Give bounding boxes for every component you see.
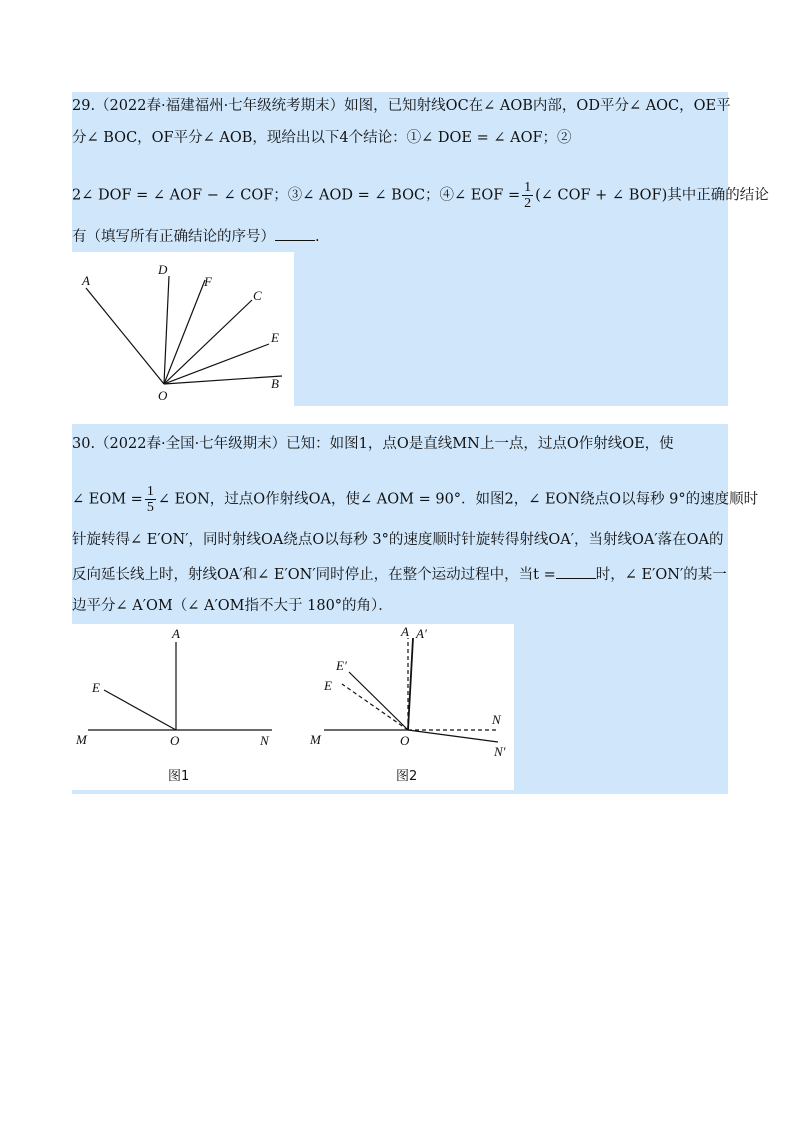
fig2-caption: 图2 [396,769,418,784]
q30-frac-num: 1 [146,484,154,499]
label-b: B [271,376,279,391]
q30-line-1: 30.（2022春·全国·七年级期末）已知：如图1，点O是直线MN上一点，过点O作射线OE，使 [72,436,674,452]
q30-figures-svg [72,624,514,790]
fig1-label-n: N [260,733,269,748]
q30-line-3: 针旋转得∠ E′ON′，同时射线OA绕点O以每秒 3°的速度顺时针旋转得射线OA′，当射线OA′落在OA的 [72,532,724,548]
ray-of [164,280,205,384]
q30-fraction [145,484,156,515]
label-f: F [204,274,212,289]
q30-line-4-b: 时，∠ E′ON′的某一 [595,567,727,583]
q29-line-4-end: . [315,229,320,245]
q29-frac-num: 1 [524,180,532,195]
label-c: C [253,288,262,303]
q29-line-4 [72,226,732,247]
q30-frac-den: 5 [146,500,154,515]
fig2-ray-oe [342,684,408,730]
q30-line-2 [72,484,759,515]
fig1-label-o: O [170,733,180,748]
q29-line-1: 29.（2022春·福建福州·七年级统考期末）如图，已知射线OC在∠ AOB内部，OD平分∠ AOC，OE平 [72,98,731,114]
q29-answer-blank [275,226,315,241]
fig1-caption: 图1 [168,769,190,784]
fig2-ray-oa-prime [408,638,413,730]
q30-line-4 [72,564,732,585]
fig2-ray-oe-prime [349,672,408,730]
fig2-label-a: A [401,624,409,639]
fig2-label-n-prime: N′ [494,744,506,759]
fig1-label-e: E [92,680,100,695]
q29-line-3-b: (∠ COF + ∠ BOF)其中正确的结论 [535,187,769,204]
fig2-label-e: E [324,678,332,693]
fig2-label-a-prime: A′ [416,626,427,641]
q29-line-4-text: 有（填写所有正确结论的序号） [72,229,275,245]
q29-line-2: 分∠ BOC，OF平分∠ AOB，现给出以下4个结论：①∠ DOE = ∠ AOF；② [72,130,572,146]
ray-oc [164,300,252,384]
fig1-label-a: A [172,626,180,641]
q29-fraction [522,180,533,211]
q30-answer-blank [556,564,596,579]
label-e: E [271,330,279,345]
fig2-label-m: M [310,732,321,747]
q29-line-3-a: 2∠ DOF = ∠ AOF − ∠ COF；③∠ AOD = ∠ BOC；④∠ EOF = [72,187,521,204]
q30-line-2-b: ∠ EON，过点O作射线OA，使∠ AOM = 90°．如图2，∠ EON绕点O以每秒 9°的速度顺时 [157,491,759,508]
fig1-ray-oe [104,690,176,730]
label-a: A [82,273,90,288]
q30-line-5: 边平分∠ A′OM（∠ A′OM指不大于 180°的角）． [72,598,393,614]
ray-oa [86,288,164,384]
label-o: O [158,388,168,403]
ray-od [164,276,169,384]
fig2-label-n: N [492,712,501,727]
q29-line-3 [72,180,769,211]
fig1-label-m: M [76,732,87,747]
q30-figures [72,624,514,790]
label-d: D [158,262,168,277]
q30-line-2-a: ∠ EOM = [72,491,143,508]
fig2-label-e-prime: E′ [336,658,347,673]
q29-figure [72,252,294,406]
fig2-label-o: O [400,733,410,748]
fig2-ray-on-prime [408,730,498,742]
q30-line-4-a: 反向延长线上时，射线OA′和∠ E′ON′同时停止，在整个运动过程中，当t = [72,567,556,583]
q29-frac-den: 2 [524,196,532,211]
q29-figure-svg [72,252,294,406]
